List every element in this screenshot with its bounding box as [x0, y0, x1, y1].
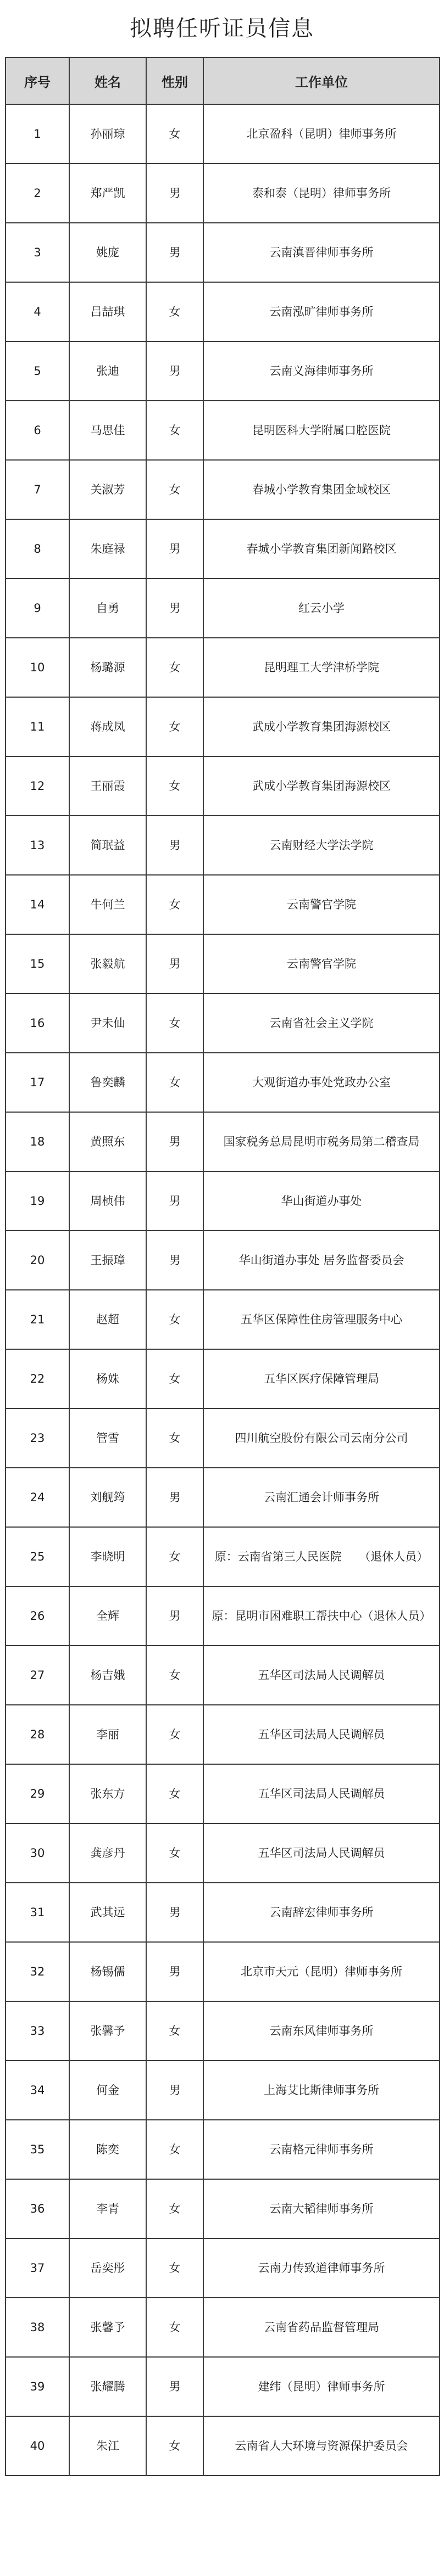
cell-gender: 女 — [146, 1646, 203, 1705]
cell-gender: 男 — [146, 1883, 203, 1942]
cell-name: 岳奕彤 — [69, 2238, 146, 2298]
cell-workplace: 红云小学 — [203, 579, 440, 638]
cell-workplace: 五华区司法局人民调解员 — [203, 1823, 440, 1883]
cell-gender: 男 — [146, 579, 203, 638]
cell-workplace: 云南大韬律师事务所 — [203, 2179, 440, 2238]
cell-name: 简珉益 — [69, 816, 146, 875]
table-row — [5, 1231, 440, 1290]
cell-name: 杨锡儒 — [69, 1942, 146, 2001]
cell-name: 朱江 — [69, 2416, 146, 2476]
cell-number: 1 — [5, 104, 69, 164]
table-row — [5, 816, 440, 875]
cell-name: 自勇 — [69, 579, 146, 638]
cell-gender: 男 — [146, 1171, 203, 1231]
cell-number: 16 — [5, 994, 69, 1053]
cell-workplace: 云南泓旷律师事务所 — [203, 282, 440, 341]
cell-number: 31 — [5, 1883, 69, 1942]
cell-name: 张迪 — [69, 341, 146, 401]
cell-gender: 女 — [146, 2238, 203, 2298]
cell-workplace: 云南省社会主义学院 — [203, 994, 440, 1053]
cell-name: 杨吉娥 — [69, 1646, 146, 1705]
cell-number: 18 — [5, 1112, 69, 1171]
cell-number: 15 — [5, 934, 69, 994]
cell-number: 12 — [5, 756, 69, 816]
cell-gender: 女 — [146, 2001, 203, 2061]
cell-gender: 女 — [146, 2298, 203, 2357]
cell-number: 4 — [5, 282, 69, 341]
cell-gender: 女 — [146, 638, 203, 697]
cell-workplace: 华山街道办事处 居务监督委员会 — [203, 1231, 440, 1290]
cell-workplace: 昆明医科大学附属口腔医院 — [203, 401, 440, 460]
cell-number: 25 — [5, 1527, 69, 1586]
cell-number: 13 — [5, 816, 69, 875]
cell-gender: 男 — [146, 1231, 203, 1290]
cell-number: 34 — [5, 2061, 69, 2120]
cell-name: 吕喆琪 — [69, 282, 146, 341]
cell-gender: 女 — [146, 875, 203, 934]
cell-number: 19 — [5, 1171, 69, 1231]
cell-name: 李晓明 — [69, 1527, 146, 1586]
cell-number: 9 — [5, 579, 69, 638]
cell-gender: 女 — [146, 1705, 203, 1764]
cell-gender: 男 — [146, 519, 203, 579]
header-row — [5, 58, 440, 104]
cell-name: 刘舰筠 — [69, 1468, 146, 1527]
hearing-officer-table — [5, 57, 440, 2476]
table-row — [5, 697, 440, 756]
cell-name: 李丽 — [69, 1705, 146, 1764]
cell-gender: 男 — [146, 2061, 203, 2120]
cell-workplace: 春城小学教育集团新闻路校区 — [203, 519, 440, 579]
cell-gender: 男 — [146, 164, 203, 223]
cell-name: 张馨予 — [69, 2298, 146, 2357]
cell-workplace: 五华区司法局人民调解员 — [203, 1705, 440, 1764]
table-row — [5, 1171, 440, 1231]
cell-gender: 女 — [146, 2179, 203, 2238]
cell-workplace: 云南格元律师事务所 — [203, 2120, 440, 2179]
cell-workplace: 武成小学教育集团海源校区 — [203, 697, 440, 756]
cell-workplace: 大观街道办事处党政办公室 — [203, 1053, 440, 1112]
cell-workplace: 泰和泰（昆明）律师事务所 — [203, 164, 440, 223]
cell-gender: 女 — [146, 1764, 203, 1823]
table-row — [5, 401, 440, 460]
cell-number: 14 — [5, 875, 69, 934]
cell-workplace: 云南省药品监督管理局 — [203, 2298, 440, 2357]
cell-gender: 女 — [146, 994, 203, 1053]
cell-number: 35 — [5, 2120, 69, 2179]
cell-gender: 女 — [146, 401, 203, 460]
table-row — [5, 282, 440, 341]
table-row — [5, 1408, 440, 1468]
cell-name: 孙丽琼 — [69, 104, 146, 164]
cell-number: 24 — [5, 1468, 69, 1527]
cell-number: 33 — [5, 2001, 69, 2061]
cell-name: 郑严凯 — [69, 164, 146, 223]
cell-workplace: 北京市天元（昆明）律师事务所 — [203, 1942, 440, 2001]
header-name: 姓名 — [69, 58, 146, 104]
cell-workplace: 武成小学教育集团海源校区 — [203, 756, 440, 816]
cell-gender: 男 — [146, 816, 203, 875]
cell-gender: 男 — [146, 1942, 203, 2001]
cell-number: 2 — [5, 164, 69, 223]
cell-name: 马思佳 — [69, 401, 146, 460]
table-row — [5, 1290, 440, 1349]
cell-gender: 女 — [146, 1349, 203, 1408]
cell-gender: 女 — [146, 104, 203, 164]
header-number: 序号 — [5, 58, 69, 104]
cell-number: 39 — [5, 2357, 69, 2416]
cell-number: 3 — [5, 223, 69, 282]
table-row — [5, 1112, 440, 1171]
cell-workplace: 上海艾比斯律师事务所 — [203, 2061, 440, 2120]
table-row — [5, 341, 440, 401]
cell-workplace: 云南滇晋律师事务所 — [203, 223, 440, 282]
cell-number: 21 — [5, 1290, 69, 1349]
cell-number: 26 — [5, 1586, 69, 1646]
cell-workplace: 五华区医疗保障管理局 — [203, 1349, 440, 1408]
table-row — [5, 1764, 440, 1823]
cell-number: 40 — [5, 2416, 69, 2476]
table-row — [5, 1053, 440, 1112]
cell-workplace: 原：云南省第三人民医院 （退休人员） — [203, 1527, 440, 1586]
table-row — [5, 519, 440, 579]
cell-number: 32 — [5, 1942, 69, 2001]
cell-workplace: 云南东风律师事务所 — [203, 2001, 440, 2061]
table-body — [5, 104, 440, 2476]
table-row — [5, 1823, 440, 1883]
table-row — [5, 2120, 440, 2179]
cell-workplace: 五华区司法局人民调解员 — [203, 1646, 440, 1705]
cell-gender: 男 — [146, 1112, 203, 1171]
cell-gender: 男 — [146, 223, 203, 282]
cell-number: 22 — [5, 1349, 69, 1408]
cell-workplace: 云南财经大学法学院 — [203, 816, 440, 875]
cell-gender: 男 — [146, 1468, 203, 1527]
cell-number: 27 — [5, 1646, 69, 1705]
cell-name: 蒋成凤 — [69, 697, 146, 756]
cell-gender: 女 — [146, 282, 203, 341]
cell-number: 11 — [5, 697, 69, 756]
cell-number: 8 — [5, 519, 69, 579]
cell-name: 黄照东 — [69, 1112, 146, 1171]
table-header — [5, 58, 440, 104]
cell-number: 5 — [5, 341, 69, 401]
cell-gender: 女 — [146, 460, 203, 519]
cell-workplace: 昆明理工大学津桥学院 — [203, 638, 440, 697]
cell-number: 6 — [5, 401, 69, 460]
cell-workplace: 五华区司法局人民调解员 — [203, 1764, 440, 1823]
page-title: 拟聘任听证员信息 — [130, 16, 314, 41]
cell-workplace: 华山街道办事处 — [203, 1171, 440, 1231]
table-row — [5, 1942, 440, 2001]
table-row — [5, 2416, 440, 2476]
cell-workplace: 四川航空股份有限公司云南分公司 — [203, 1408, 440, 1468]
cell-number: 20 — [5, 1231, 69, 1290]
cell-number: 7 — [5, 460, 69, 519]
cell-name: 尹未仙 — [69, 994, 146, 1053]
cell-workplace: 云南省人大环境与资源保护委员会 — [203, 2416, 440, 2476]
cell-number: 38 — [5, 2298, 69, 2357]
cell-workplace: 北京盈科（昆明）律师事务所 — [203, 104, 440, 164]
cell-name: 张馨予 — [69, 2001, 146, 2061]
table-row — [5, 2357, 440, 2416]
table-row — [5, 994, 440, 1053]
table-row — [5, 2001, 440, 2061]
cell-workplace: 原：昆明市困难职工帮扶中心（退休人员） — [203, 1586, 440, 1646]
cell-number: 23 — [5, 1408, 69, 1468]
table-row — [5, 579, 440, 638]
table-row — [5, 934, 440, 994]
table-row — [5, 1705, 440, 1764]
cell-name: 王丽霞 — [69, 756, 146, 816]
table-row — [5, 164, 440, 223]
cell-gender: 女 — [146, 1408, 203, 1468]
cell-gender: 女 — [146, 1290, 203, 1349]
table-row — [5, 875, 440, 934]
cell-name: 朱庭禄 — [69, 519, 146, 579]
cell-name: 杨璐源 — [69, 638, 146, 697]
cell-number: 30 — [5, 1823, 69, 1883]
table-row — [5, 1468, 440, 1527]
cell-gender: 男 — [146, 2357, 203, 2416]
cell-name: 张耀腾 — [69, 2357, 146, 2416]
header-workplace: 工作单位 — [203, 58, 440, 104]
cell-name: 全辉 — [69, 1586, 146, 1646]
cell-name: 周桢伟 — [69, 1171, 146, 1231]
cell-workplace: 云南汇通会计师事务所 — [203, 1468, 440, 1527]
cell-name: 王振璋 — [69, 1231, 146, 1290]
cell-gender: 女 — [146, 2416, 203, 2476]
cell-name: 赵超 — [69, 1290, 146, 1349]
cell-workplace: 云南警官学院 — [203, 934, 440, 994]
table-row — [5, 1586, 440, 1646]
cell-name: 龚彦丹 — [69, 1823, 146, 1883]
cell-number: 17 — [5, 1053, 69, 1112]
cell-workplace: 云南力传致道律师事务所 — [203, 2238, 440, 2298]
cell-number: 10 — [5, 638, 69, 697]
cell-workplace: 春城小学教育集团金域校区 — [203, 460, 440, 519]
cell-name: 管雪 — [69, 1408, 146, 1468]
cell-workplace: 云南义海律师事务所 — [203, 341, 440, 401]
header-gender: 性别 — [146, 58, 203, 104]
cell-gender: 女 — [146, 1527, 203, 1586]
cell-name: 张毅航 — [69, 934, 146, 994]
table-row — [5, 2238, 440, 2298]
cell-workplace: 云南警官学院 — [203, 875, 440, 934]
cell-workplace: 云南辞宏律师事务所 — [203, 1883, 440, 1942]
cell-gender: 男 — [146, 1586, 203, 1646]
cell-gender: 女 — [146, 1823, 203, 1883]
cell-workplace: 五华区保障性住房管理服务中心 — [203, 1290, 440, 1349]
cell-name: 杨姝 — [69, 1349, 146, 1408]
table-row — [5, 756, 440, 816]
cell-name: 姚庞 — [69, 223, 146, 282]
cell-name: 关淑芳 — [69, 460, 146, 519]
cell-name: 武其远 — [69, 1883, 146, 1942]
table-row — [5, 460, 440, 519]
cell-gender: 男 — [146, 934, 203, 994]
table-row — [5, 104, 440, 164]
cell-gender: 女 — [146, 697, 203, 756]
cell-number: 28 — [5, 1705, 69, 1764]
table-row — [5, 223, 440, 282]
table-row — [5, 638, 440, 697]
cell-name: 陈奕 — [69, 2120, 146, 2179]
table-row — [5, 1883, 440, 1942]
cell-name: 张东方 — [69, 1764, 146, 1823]
cell-number: 37 — [5, 2238, 69, 2298]
cell-number: 29 — [5, 1764, 69, 1823]
cell-name: 牛何兰 — [69, 875, 146, 934]
cell-number: 36 — [5, 2179, 69, 2238]
table-row — [5, 2061, 440, 2120]
cell-gender: 女 — [146, 1053, 203, 1112]
cell-gender: 女 — [146, 2120, 203, 2179]
cell-workplace: 国家税务总局昆明市税务局第二稽查局 — [203, 1112, 440, 1171]
cell-gender: 女 — [146, 756, 203, 816]
cell-name: 何金 — [69, 2061, 146, 2120]
table-row — [5, 1527, 440, 1586]
table-row — [5, 1646, 440, 1705]
table-row — [5, 1349, 440, 1408]
cell-name: 李青 — [69, 2179, 146, 2238]
cell-gender: 男 — [146, 341, 203, 401]
table-row — [5, 2298, 440, 2357]
table-row — [5, 2179, 440, 2238]
cell-name: 鲁奕麟 — [69, 1053, 146, 1112]
cell-workplace: 建纬（昆明）律师事务所 — [203, 2357, 440, 2416]
